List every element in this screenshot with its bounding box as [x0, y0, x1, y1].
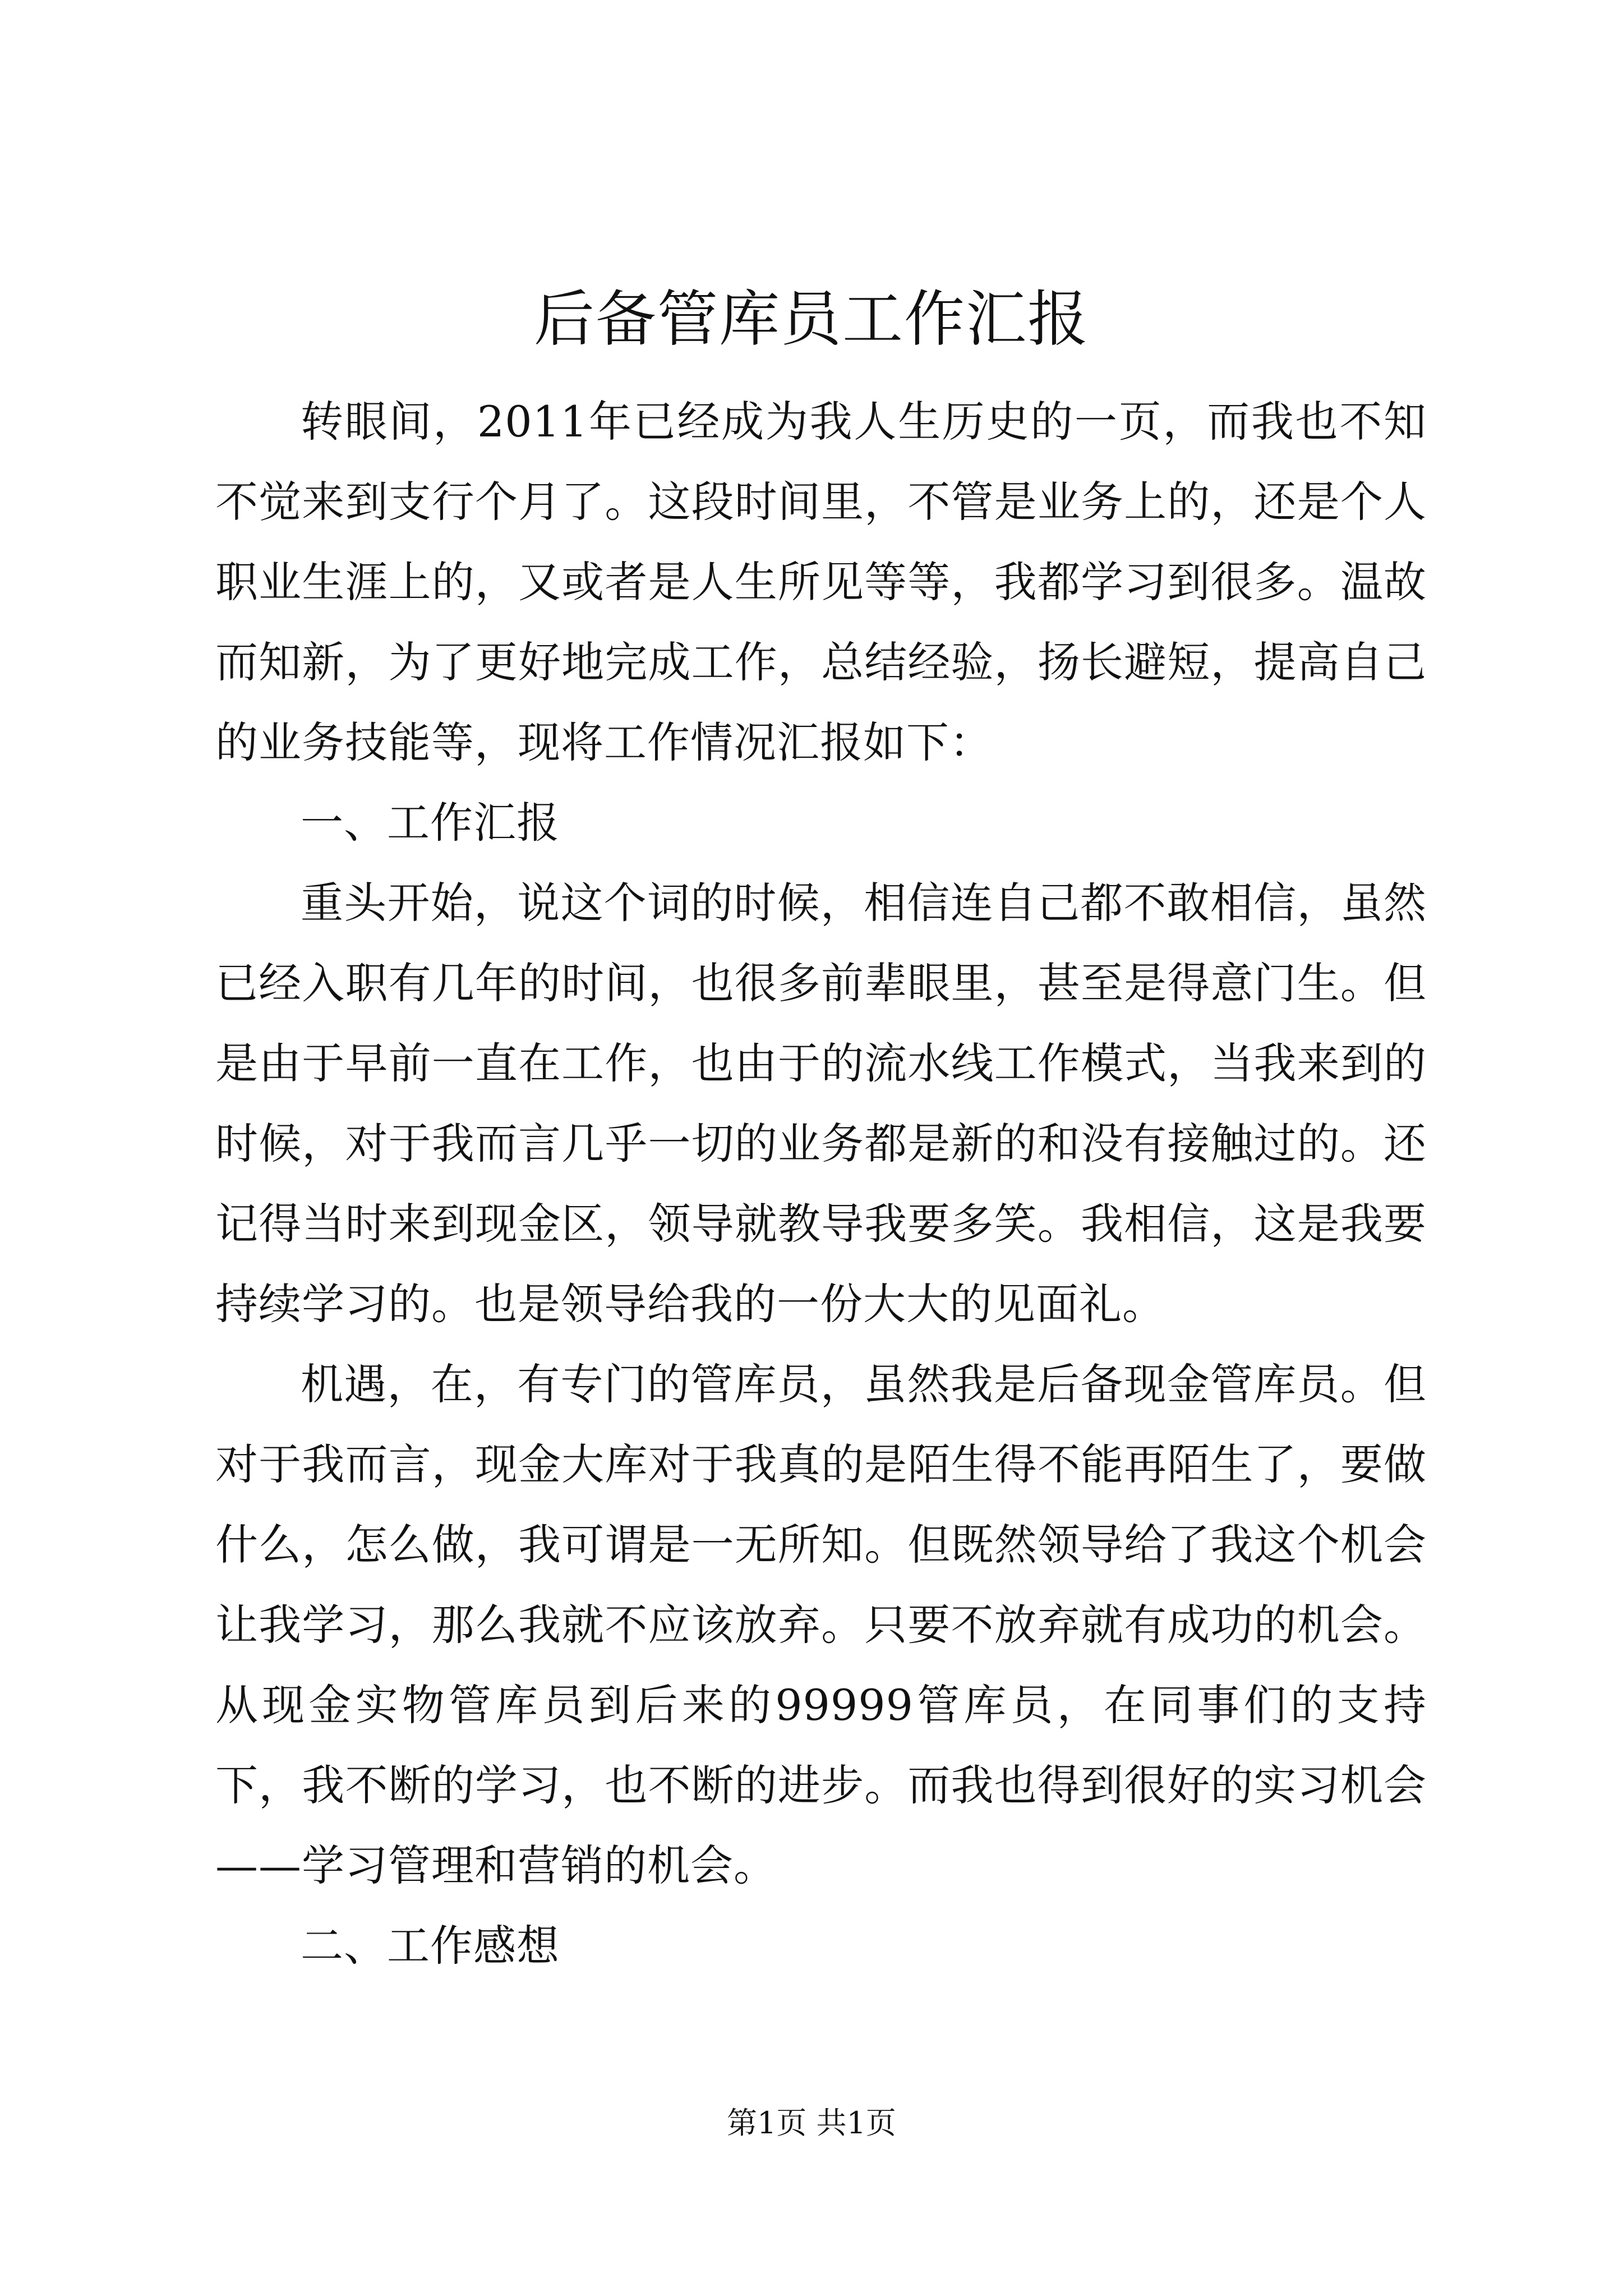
document-body — [215, 381, 1427, 1986]
paragraph-opportunity: 机遇，在，有专门的管库员，虽然我是后备现金管库员。但对于我而言，现金大库对于我真的是陌生得不能再陌生了，要做什么，怎么做，我可谓是一无所知。但既然领导给了我这个机会让我学习，那么我就不应该放弃。只要不放弃就有成功的机会。从现金实物管库员到后来的99999管库员，在同事们的支持下，我不断的学习，也不断的进步。而我也得到很好的实习机会——学习管理和营销的机会。 — [215, 1359, 1427, 1890]
paragraph-restart: 重头开始，说这个词的时候，相信连自己都不敢相信，虽然已经入职有几年的时间，也很多前辈眼里，甚至是得意门生。但是由于早前一直在工作，也由于的流水线工作模式，当我来到的时候，对于我而言几乎一切的业务都是新的和没有接触过的。还记得当时来到现金区，领导就教导我要多笑。我相信，这是我要持续学习的。也是领导给我的一份大大的见面礼。 — [215, 878, 1427, 1329]
page-number-footer: 第1页 共1页 — [727, 2105, 896, 2141]
section-heading-reflections: 二、工作感想 — [301, 1921, 560, 1971]
paragraph-intro: 转眼间，2011年已经成为我人生历史的一页，而我也不知不觉来到支行个月了。这段时间里，不管是业务上的，还是个人职业生涯上的，又或者是人生所见等等，我都学习到很多。温故而知新，为了更好地完成工作，总结经验，扬长避短，提高自己的业务技能等，现将工作情况汇报如下： — [215, 397, 1427, 767]
section-heading-work-report: 一、工作汇报 — [301, 798, 560, 848]
document-title: 后备管库员工作汇报 — [533, 284, 1089, 355]
